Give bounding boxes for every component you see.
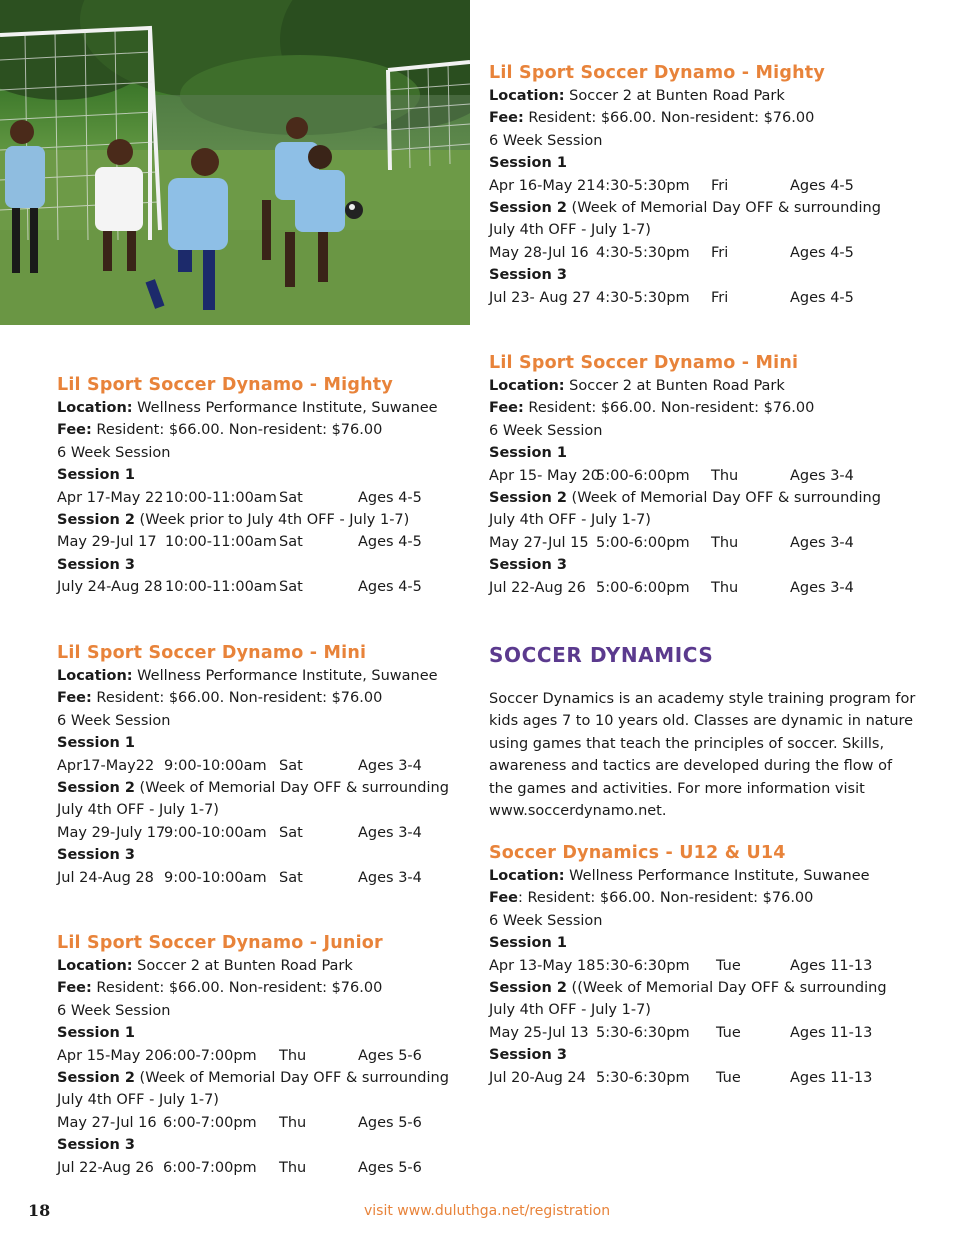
- session-time: 4:30-5:30pm: [596, 244, 690, 261]
- location-value: Wellness Performance Institute, Suwanee: [132, 668, 438, 684]
- soccer-dynamics-heading: SOCCER DYNAMICS: [489, 643, 714, 667]
- fee-label: Fee:: [57, 980, 92, 997]
- session-2-label: Session 2: [57, 512, 135, 529]
- program-title: Lil Sport Soccer Dynamo - Junior: [57, 933, 383, 953]
- session-time: 10:00-11:00am: [165, 579, 277, 596]
- session-2-line: [489, 977, 909, 999]
- session-day: Thu: [711, 534, 739, 551]
- program-mighty-suwanee: [57, 373, 477, 599]
- fee-line: [489, 887, 909, 909]
- session-time: 4:30-5:30pm: [596, 289, 690, 306]
- session-2-note: (Week of Memorial Day OFF & surrounding: [134, 780, 449, 797]
- location-line: [489, 865, 909, 887]
- session-ages: Ages 3-4: [790, 534, 854, 551]
- registration-link[interactable]: visit www.duluthga.net/registration: [364, 1203, 611, 1219]
- program-junior-bunten: [57, 931, 477, 1179]
- session-1-label: Session 1: [489, 935, 567, 952]
- session-time: 5:30-6:30pm: [596, 957, 690, 974]
- session-ages: Ages 4-5: [790, 244, 854, 261]
- session-2-line: [57, 777, 477, 799]
- session-time: 10:00-11:00am: [165, 534, 277, 551]
- session-time: 4:30-5:30pm: [596, 177, 690, 194]
- session-dates: May 29-July 17: [57, 824, 166, 841]
- session-dates: Jul 24-Aug 28: [57, 869, 154, 886]
- session-3-label: Session 3: [489, 267, 567, 284]
- session-ages: Ages 4-5: [358, 534, 422, 551]
- session-time: 5:30-6:30pm: [596, 1069, 690, 1086]
- session-2-note-2: July 4th OFF - July 1-7): [57, 802, 219, 819]
- session-2-line: [57, 509, 477, 531]
- session-1-row: [489, 175, 909, 197]
- location-label: Location:: [489, 88, 565, 104]
- session-2-row: [489, 532, 909, 554]
- session-time: 5:00-6:00pm: [596, 534, 690, 551]
- session-2-note: (Week prior to July 4th OFF - July 1-7): [134, 512, 410, 529]
- session-day: Sat: [279, 869, 303, 886]
- session-time: 5:00-6:00pm: [596, 467, 690, 484]
- soccer-dynamics-description: Soccer Dynamics is an academy style training program for kids ages 7 to 10 years old. Classes are dynamic in nature using games that teach the principles of soccer. Skills, awareness and tactics are developed during the flow of the games and activities. For more information visit www.soccerdynamo.net.: [489, 691, 916, 820]
- program-title: Lil Sport Soccer Dynamo - Mini: [489, 353, 799, 373]
- program-mighty-bunten: [489, 61, 909, 309]
- fee-line: [489, 397, 909, 419]
- session-day: Fri: [711, 177, 729, 194]
- session-dates: May 28-Jul 16: [489, 244, 589, 261]
- weeks-line: 6 Week Session: [57, 1002, 171, 1019]
- fee-label: Fee:: [489, 110, 524, 127]
- session-ages: Ages 5-6: [358, 1159, 422, 1176]
- session-3-label: Session 3: [57, 847, 135, 864]
- session-1-row: [57, 1045, 477, 1067]
- session-3-row: [57, 867, 477, 889]
- session-dates: Jul 22-Aug 26: [489, 579, 586, 596]
- session-2-label: Session 2: [489, 980, 567, 997]
- session-day: Thu: [711, 467, 739, 484]
- session-ages: Ages 11-13: [790, 1069, 873, 1086]
- session-2-note: (Week of Memorial Day OFF & surrounding: [566, 200, 881, 217]
- session-2-note-2: July 4th OFF - July 1-7): [489, 222, 651, 239]
- session-time: 9:00-10:00am: [164, 869, 267, 886]
- weeks-line: 6 Week Session: [57, 712, 171, 729]
- session-2-row: [57, 531, 477, 553]
- session-dates: May 29-Jul 17: [57, 534, 157, 551]
- session-ages: Ages 3-4: [358, 757, 422, 774]
- session-ages: Ages 3-4: [790, 579, 854, 596]
- session-ages: Ages 4-5: [358, 579, 422, 596]
- fee-value: Resident: $66.00. Non-resident: $76.00: [91, 422, 383, 439]
- photo-illustration: [0, 0, 470, 325]
- session-1-label: Session 1: [57, 1025, 135, 1042]
- program-title: Soccer Dynamics - U12 & U14: [489, 843, 786, 863]
- fee-line: [57, 419, 477, 441]
- location-line: [57, 955, 477, 977]
- session-dates: Apr17-May22: [57, 757, 155, 774]
- session-dates: Apr 15-May 20: [57, 1047, 164, 1064]
- fee-label: Fee:: [57, 422, 92, 439]
- location-label: Location:: [57, 400, 133, 416]
- session-2-line: [489, 487, 909, 509]
- session-time: 6:00-7:00pm: [163, 1159, 257, 1176]
- session-day: Fri: [711, 289, 729, 306]
- location-line: [489, 85, 909, 107]
- session-2-label: Session 2: [489, 490, 567, 507]
- session-1-row: [57, 487, 477, 509]
- session-ages: Ages 4-5: [790, 289, 854, 306]
- session-3-row: [489, 577, 909, 599]
- session-1-row: [489, 465, 909, 487]
- session-3-row: [57, 1157, 477, 1179]
- session-day: Sat: [279, 489, 303, 506]
- session-time: 6:00-7:00pm: [163, 1114, 257, 1131]
- fee-label: Fee:: [57, 690, 92, 707]
- session-dates: July 24-Aug 28: [57, 579, 163, 596]
- fee-value: Resident: $66.00. Non-resident: $76.00: [91, 690, 383, 707]
- session-2-note-2: July 4th OFF - July 1-7): [489, 512, 651, 529]
- session-2-row: [489, 1022, 909, 1044]
- location-value: Soccer 2 at Bunten Road Park: [564, 378, 785, 394]
- session-2-note-2: July 4th OFF - July 1-7): [57, 1092, 219, 1109]
- session-1-row: [57, 755, 477, 777]
- fee-line: [489, 107, 909, 129]
- session-2-label: Session 2: [57, 1070, 135, 1087]
- location-label: Location:: [57, 958, 133, 974]
- session-ages: Ages 5-6: [358, 1047, 422, 1064]
- session-2-note: ((Week of Memorial Day OFF & surrounding: [566, 980, 887, 997]
- session-ages: Ages 4-5: [358, 489, 422, 506]
- session-2-note-2: July 4th OFF - July 1-7): [489, 1002, 651, 1019]
- location-value: Soccer 2 at Bunten Road Park: [132, 958, 353, 974]
- session-dates: May 25-Jul 13: [489, 1024, 589, 1041]
- session-day: Thu: [279, 1114, 307, 1131]
- program-mini-suwanee: [57, 641, 477, 889]
- session-ages: Ages 3-4: [358, 869, 422, 886]
- weeks-line: 6 Week Session: [489, 422, 603, 439]
- session-1-label: Session 1: [57, 735, 135, 752]
- session-day: Sat: [279, 534, 303, 551]
- session-1-label: Session 1: [57, 467, 135, 484]
- location-label: Location:: [489, 378, 565, 394]
- session-3-row: [489, 287, 909, 309]
- session-3-label: Session 3: [57, 1137, 135, 1154]
- session-ages: Ages 5-6: [358, 1114, 422, 1131]
- session-2-line: [57, 1067, 477, 1089]
- fee-value: Resident: $66.00. Non-resident: $76.00: [523, 110, 815, 127]
- fee-value: Resident: $66.00. Non-resident: $76.00: [91, 980, 383, 997]
- session-day: Thu: [279, 1159, 307, 1176]
- session-1-row: [489, 955, 909, 977]
- fee-label: Fee:: [489, 400, 524, 417]
- session-day: Tue: [716, 1024, 741, 1041]
- location-line: [57, 665, 477, 687]
- session-time: 9:00-10:00am: [164, 757, 267, 774]
- weeks-line: 6 Week Session: [57, 444, 171, 461]
- session-day: Fri: [711, 244, 729, 261]
- session-dates: Apr 17-May 22: [57, 489, 164, 506]
- location-value: Soccer 2 at Bunten Road Park: [564, 88, 785, 104]
- weeks-line: 6 Week Session: [489, 912, 603, 929]
- location-label: Location:: [489, 868, 565, 884]
- program-mini-bunten: [489, 351, 909, 599]
- session-day: Thu: [711, 579, 739, 596]
- session-dates: Jul 20-Aug 24: [489, 1069, 586, 1086]
- session-time: 10:00-11:00am: [165, 489, 277, 506]
- fee-value: : Resident: $66.00. Non-resident: $76.00: [518, 890, 814, 907]
- session-ages: Ages 3-4: [790, 467, 854, 484]
- session-time: 9:00-10:00am: [164, 824, 267, 841]
- fee-label: Fee: [489, 890, 518, 907]
- session-ages: Ages 11-13: [790, 1024, 873, 1041]
- session-day: Thu: [279, 1047, 307, 1064]
- location-label: Location:: [57, 668, 133, 684]
- session-day: Sat: [279, 824, 303, 841]
- program-soccer-dynamics-u12-u14: [489, 841, 909, 1089]
- session-day: Sat: [279, 757, 303, 774]
- location-line: [57, 397, 477, 419]
- session-ages: Ages 3-4: [358, 824, 422, 841]
- session-day: Sat: [279, 579, 303, 596]
- session-2-row: [489, 242, 909, 264]
- session-ages: Ages 4-5: [790, 177, 854, 194]
- session-2-note: (Week of Memorial Day OFF & surrounding: [134, 1070, 449, 1087]
- page-number: 18: [28, 1201, 51, 1220]
- fee-value: Resident: $66.00. Non-resident: $76.00: [523, 400, 815, 417]
- session-3-label: Session 3: [489, 557, 567, 574]
- session-3-label: Session 3: [489, 1047, 567, 1064]
- session-dates: Apr 15- May 20: [489, 467, 601, 484]
- session-1-label: Session 1: [489, 445, 567, 462]
- session-3-row: [489, 1067, 909, 1089]
- session-dates: Jul 22-Aug 26: [57, 1159, 154, 1176]
- program-title: Lil Sport Soccer Dynamo - Mighty: [489, 63, 825, 83]
- session-time: 6:00-7:00pm: [163, 1047, 257, 1064]
- session-dates: May 27-Jul 16: [57, 1114, 157, 1131]
- session-dates: Jul 23- Aug 27: [489, 289, 591, 306]
- weeks-line: 6 Week Session: [489, 132, 603, 149]
- session-2-note: (Week of Memorial Day OFF & surrounding: [566, 490, 881, 507]
- session-2-label: Session 2: [489, 200, 567, 217]
- session-1-label: Session 1: [489, 155, 567, 172]
- fee-line: [57, 687, 477, 709]
- session-day: Tue: [716, 1069, 741, 1086]
- fee-line: [57, 977, 477, 999]
- session-time: 5:30-6:30pm: [596, 1024, 690, 1041]
- session-ages: Ages 11-13: [790, 957, 873, 974]
- session-3-row: [57, 576, 477, 598]
- session-3-label: Session 3: [57, 556, 135, 573]
- program-title: Lil Sport Soccer Dynamo - Mighty: [57, 375, 393, 395]
- session-2-line: [489, 197, 909, 219]
- location-value: Wellness Performance Institute, Suwanee: [564, 868, 870, 884]
- session-2-row: [57, 822, 477, 844]
- session-day: Tue: [716, 957, 741, 974]
- session-dates: May 27-Jul 15: [489, 534, 589, 551]
- session-2-row: [57, 1112, 477, 1134]
- session-dates: Apr 13-May 18: [489, 957, 596, 974]
- location-line: [489, 375, 909, 397]
- session-dates: Apr 16-May 21: [489, 177, 596, 194]
- soccer-kids-photo: [0, 0, 470, 325]
- location-value: Wellness Performance Institute, Suwanee: [132, 400, 438, 416]
- session-2-label: Session 2: [57, 780, 135, 797]
- program-title: Lil Sport Soccer Dynamo - Mini: [57, 643, 367, 663]
- session-time: 5:00-6:00pm: [596, 579, 690, 596]
